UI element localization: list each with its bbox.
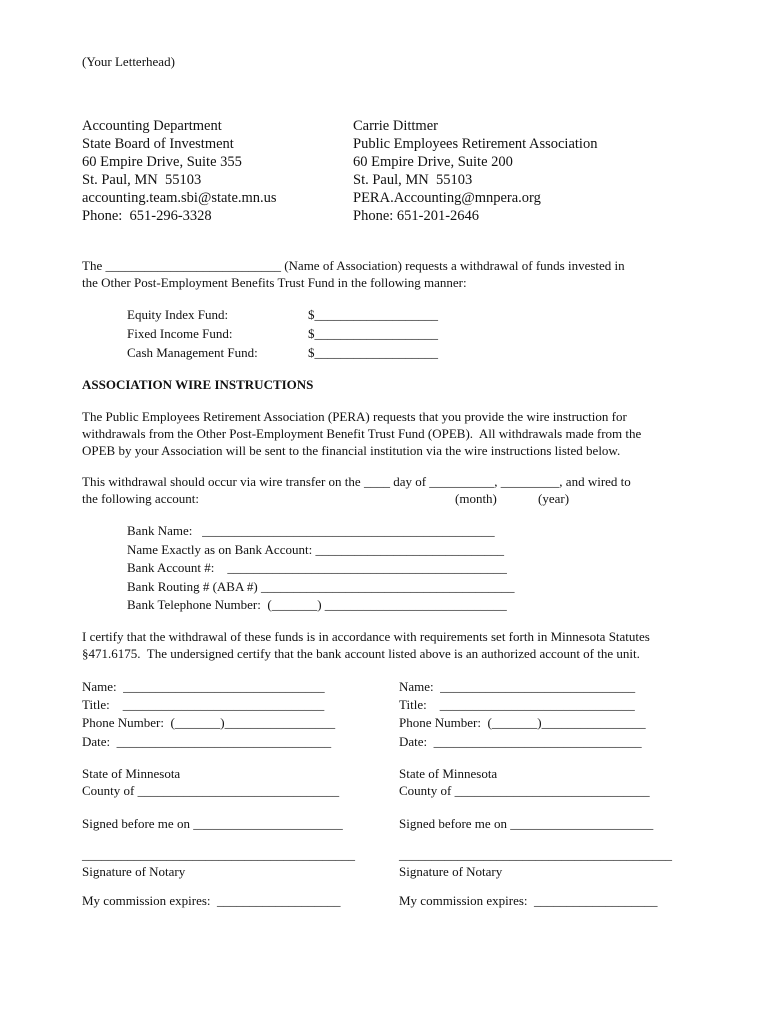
address-left-line1: Accounting Department [82, 118, 222, 134]
transfer-line1[interactable]: This withdrawal should occur via wire transfer on the ____ day of __________, _________, and wired to [82, 474, 631, 489]
wire-heading: ASSOCIATION WIRE INSTRUCTIONS [82, 377, 314, 392]
address-right-line1: Carrie Dittmer [353, 118, 438, 134]
address-right-line4: St. Paul, MN 55103 [353, 172, 473, 188]
sig-left-date-field[interactable]: Date: _________________________________ [82, 734, 332, 749]
sig-left-notary-label: Signature of Notary [82, 864, 186, 879]
bank-routing-field[interactable]: Bank Routing # (ABA #) _______________________________________ [127, 579, 515, 594]
address-right-line3: 60 Empire Drive, Suite 200 [353, 154, 513, 170]
fund-label: Cash Management Fund: [127, 345, 258, 360]
sig-left-state: State of Minnesota [82, 766, 181, 781]
intro-line2: the Other Post-Employment Benefits Trust Fund in the following manner: [82, 275, 467, 290]
transfer-month-caption: (month) [455, 491, 497, 506]
address-left-email: accounting.team.sbi@state.mn.us [82, 190, 277, 206]
address-left-line3: 60 Empire Drive, Suite 355 [82, 154, 242, 170]
sig-right-date-field[interactable]: Date: ________________________________ [399, 734, 642, 749]
bank-name-field[interactable]: Bank Name: _____________________________________________ [127, 523, 495, 538]
address-right-phone: Phone: 651-201-2646 [353, 208, 480, 224]
wire-paragraph-line3: OPEB by your Association will be sent to the financial institution via the wire instructions listed below. [82, 443, 621, 458]
sig-left-phone-field[interactable]: Phone Number: (_______)_________________ [82, 715, 336, 730]
address-left-phone: Phone: 651-296-3328 [82, 208, 212, 224]
sig-right-state: State of Minnesota [399, 766, 498, 781]
bank-telephone-field[interactable]: Bank Telephone Number: (_______) ____________________________ [127, 597, 507, 612]
sig-right-notary-label: Signature of Notary [399, 864, 503, 879]
sig-left-name-field[interactable]: Name: _______________________________ [82, 679, 325, 694]
letterhead: (Your Letterhead) [82, 54, 175, 69]
certify-line1: I certify that the withdrawal of these funds is in accordance with requirements set forth in Minnesota Statutes [82, 629, 650, 644]
sig-right-title-field[interactable]: Title: ______________________________ [399, 697, 635, 712]
sig-right-commission-field[interactable]: My commission expires: ___________________ [399, 893, 658, 908]
sig-right-name-field[interactable]: Name: ______________________________ [399, 679, 636, 694]
bank-account-name-field[interactable]: Name Exactly as on Bank Account: _____________________________ [127, 542, 504, 557]
certify-line2: §471.6175. The undersigned certify that the bank account listed above is an authorized account of the unit. [82, 646, 640, 661]
intro-line1: The ___________________________ (Name of Association) requests a withdrawal of funds invested in [82, 258, 625, 273]
wire-paragraph-line1: The Public Employees Retirement Association (PERA) requests that you provide the wire instruction for [82, 409, 627, 424]
address-right-email: PERA.Accounting@mnpera.org [353, 190, 541, 206]
bank-account-number-field[interactable]: Bank Account #: ___________________________________________ [127, 560, 507, 575]
sig-right-signed-field[interactable]: Signed before me on ______________________ [399, 816, 654, 831]
sig-right-notary-line[interactable]: __________________________________________ [399, 847, 672, 862]
sig-left-commission-field[interactable]: My commission expires: ___________________ [82, 893, 341, 908]
address-left-line4: St. Paul, MN 55103 [82, 172, 202, 188]
sig-right-phone-field[interactable]: Phone Number: (_______)________________ [399, 715, 646, 730]
fund-label: Fixed Income Fund: [127, 326, 233, 341]
address-right-line2: Public Employees Retirement Association [353, 136, 598, 152]
fund-amount-field[interactable]: $___________________ [308, 326, 438, 341]
sig-left-title-field[interactable]: Title: _______________________________ [82, 697, 325, 712]
fund-amount-field[interactable]: $___________________ [308, 345, 438, 360]
sig-left-notary-line[interactable]: __________________________________________ [82, 847, 355, 862]
sig-right-county-field[interactable]: County of ______________________________ [399, 783, 650, 798]
wire-paragraph-line2: withdrawals from the Other Post-Employment Benefit Trust Fund (OPEB). All withdrawals made from the [82, 426, 642, 441]
sig-left-county-field[interactable]: County of _______________________________ [82, 783, 340, 798]
fund-label: Equity Index Fund: [127, 307, 229, 322]
transfer-line2: the following account: [82, 491, 199, 506]
sig-left-signed-field[interactable]: Signed before me on _______________________ [82, 816, 343, 831]
transfer-year-caption: (year) [538, 491, 570, 506]
address-left-line2: State Board of Investment [82, 136, 234, 152]
fund-amount-field[interactable]: $___________________ [308, 307, 438, 322]
